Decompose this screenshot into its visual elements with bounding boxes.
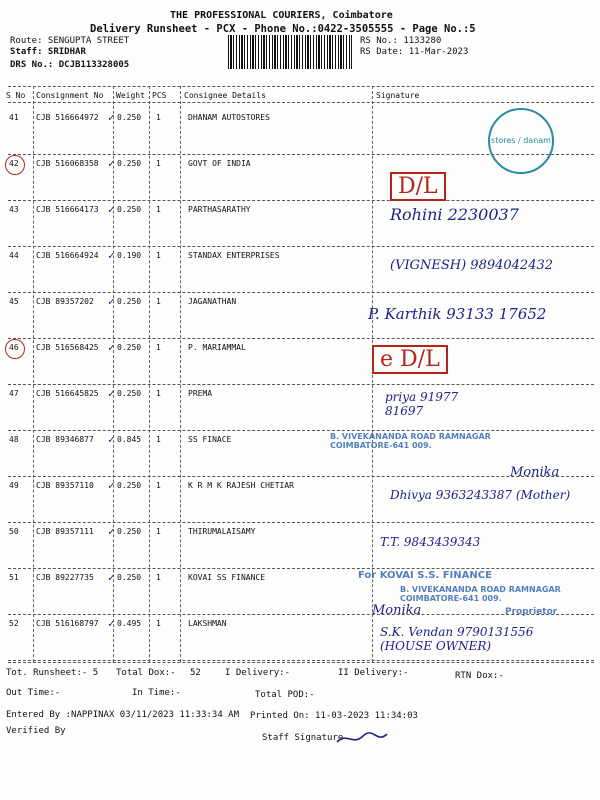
row-consignment: CJB 89227735 bbox=[36, 573, 94, 582]
total-dox-value: 52 bbox=[190, 668, 201, 678]
divider bbox=[8, 86, 594, 87]
circle-mark bbox=[5, 339, 25, 359]
row-consignment: CJB 89357110 bbox=[36, 481, 94, 490]
total-dox-label: Total Dox:- bbox=[116, 668, 176, 678]
row-sno: 51 bbox=[9, 573, 19, 582]
row-consignee: PREMA bbox=[188, 389, 213, 398]
rs-number: RS No.: 1133280 bbox=[360, 36, 442, 46]
handwriting-signature: Monika bbox=[510, 465, 560, 480]
check-icon: ✓ bbox=[108, 341, 115, 354]
runsheet-title: Delivery Runsheet - PCX - Phone No.:0422-3505555 - Page No.:5 bbox=[90, 23, 476, 35]
printed-on: Printed On: 11-03-2023 11:34:03 bbox=[250, 711, 418, 721]
row-consignee: SS FINACE bbox=[188, 435, 232, 444]
row-pcs: 1 bbox=[156, 619, 161, 628]
divider bbox=[8, 568, 594, 569]
row-sno: 49 bbox=[9, 481, 19, 490]
round-stamp: stores / danam bbox=[488, 108, 554, 174]
check-icon: ✓ bbox=[108, 571, 115, 584]
in-time: In Time:- bbox=[132, 688, 181, 698]
company-stamp-title: For KOVAI S.S. FINANCE bbox=[358, 570, 492, 581]
row-weight: 0.250 bbox=[117, 481, 142, 490]
staff-signature: Staff Signature bbox=[262, 733, 344, 743]
table-row bbox=[0, 389, 600, 435]
handwriting-signature: S.K. Vendan 9790131556 (HOUSE OWNER) bbox=[380, 625, 534, 653]
row-pcs: 1 bbox=[156, 343, 161, 352]
handwriting-dl: D/L bbox=[390, 172, 446, 201]
row-weight: 0.250 bbox=[117, 159, 142, 168]
handwriting-signature: (VIGNESH) 9894042432 bbox=[390, 258, 554, 273]
col-weight: Weight bbox=[116, 91, 145, 100]
staff: Staff: SRIDHAR bbox=[10, 47, 86, 57]
divider bbox=[8, 476, 594, 477]
drs-number: DRS No.: DCJB113328005 bbox=[10, 60, 130, 70]
check-icon: ✓ bbox=[108, 111, 115, 124]
col-consignee: Consignee Details bbox=[184, 91, 266, 100]
col-signature: Signature bbox=[376, 91, 420, 100]
row-sno: 48 bbox=[9, 435, 19, 444]
row-pcs: 1 bbox=[156, 527, 161, 536]
row-sno: 50 bbox=[9, 527, 19, 536]
row-weight: 0.495 bbox=[117, 619, 142, 628]
handwriting-signature: Rohini 2230037 bbox=[390, 205, 519, 224]
row-consignment: CJB 89346877 bbox=[36, 435, 94, 444]
barcode bbox=[228, 35, 352, 69]
check-icon: ✓ bbox=[108, 203, 115, 216]
row-pcs: 1 bbox=[156, 435, 161, 444]
check-icon: ✓ bbox=[108, 525, 115, 538]
row-pcs: 1 bbox=[156, 205, 161, 214]
row-pcs: 1 bbox=[156, 159, 161, 168]
divider bbox=[8, 384, 594, 385]
row-pcs: 1 bbox=[156, 113, 161, 122]
row-weight: 0.250 bbox=[117, 389, 142, 398]
row-consignment: CJB 516664972 bbox=[36, 113, 99, 122]
row-weight: 0.250 bbox=[117, 573, 142, 582]
row-weight: 0.250 bbox=[117, 205, 142, 214]
row-sno: 45 bbox=[9, 297, 19, 306]
handwriting-signature: T.T. 9843439343 bbox=[380, 535, 481, 549]
divider bbox=[8, 338, 594, 339]
row-sno: 44 bbox=[9, 251, 19, 260]
rs-date: RS Date: 11-Mar-2023 bbox=[360, 47, 469, 57]
row-consignment: CJB 516664924 bbox=[36, 251, 99, 260]
divider bbox=[8, 102, 594, 103]
row-consignee: GOVT OF INDIA bbox=[188, 159, 251, 168]
handwriting-signature: Monika bbox=[372, 603, 422, 618]
staff-signature-scribble bbox=[335, 728, 390, 750]
row-consignment: CJB 516664173 bbox=[36, 205, 99, 214]
row-sno: 41 bbox=[9, 113, 19, 122]
route: Route: SENGUPTA STREET bbox=[10, 36, 130, 46]
row-pcs: 1 bbox=[156, 481, 161, 490]
row-weight: 0.250 bbox=[117, 343, 142, 352]
verified-by: Verified By bbox=[6, 726, 66, 736]
table-row bbox=[0, 343, 600, 389]
rtn-dox: RTN Dox:- bbox=[455, 671, 504, 681]
ii-delivery: II Delivery:- bbox=[338, 668, 409, 678]
entered-by: Entered By :NAPPINAX 03/11/2023 11:33:34 AM bbox=[6, 710, 239, 720]
i-delivery: I Delivery:- bbox=[225, 668, 291, 678]
row-consignee: JAGANATHAN bbox=[188, 297, 237, 306]
col-pcs: PCS bbox=[152, 91, 167, 100]
check-icon: ✓ bbox=[108, 479, 115, 492]
divider bbox=[8, 430, 594, 431]
row-consignee: LAKSHMAN bbox=[188, 619, 227, 628]
out-time: Out Time:- bbox=[6, 688, 61, 698]
row-weight: 0.250 bbox=[117, 297, 142, 306]
handwriting-dl: e D/L bbox=[372, 345, 448, 374]
row-sno: 43 bbox=[9, 205, 19, 214]
row-sno: 47 bbox=[9, 389, 19, 398]
tot-runsheet: Tot. Runsheet:- 5 bbox=[6, 668, 99, 678]
row-sno: 46 bbox=[9, 343, 19, 352]
row-pcs: 1 bbox=[156, 389, 161, 398]
row-consignment: CJB 89357202 bbox=[36, 297, 94, 306]
row-weight: 0.845 bbox=[117, 435, 142, 444]
col-consignment: Consignment No bbox=[36, 91, 104, 100]
divider bbox=[8, 660, 594, 661]
divider bbox=[8, 292, 594, 293]
row-sno: 52 bbox=[9, 619, 19, 628]
row-consignee: K R M K RAJESH CHETIAR bbox=[188, 481, 294, 490]
row-consignment: CJB 516568425 bbox=[36, 343, 99, 352]
row-consignment: CJB 89357111 bbox=[36, 527, 94, 536]
row-pcs: 1 bbox=[156, 297, 161, 306]
row-pcs: 1 bbox=[156, 251, 161, 260]
row-consignment: CJB 516645825 bbox=[36, 389, 99, 398]
check-icon: ✓ bbox=[108, 433, 115, 446]
circle-mark bbox=[5, 155, 25, 175]
row-consignee: THIRUMALAISAMY bbox=[188, 527, 256, 536]
total-pod: Total POD:- bbox=[255, 690, 315, 700]
divider bbox=[8, 522, 594, 523]
handwriting-signature: priya 91977 81697 bbox=[385, 390, 459, 418]
row-consignee: P. MARIAMMAL bbox=[188, 343, 246, 352]
check-icon: ✓ bbox=[108, 617, 115, 630]
divider bbox=[8, 246, 594, 247]
row-sno: 42 bbox=[9, 159, 19, 168]
handwriting-signature: Dhivya 9363243387 (Mother) bbox=[390, 488, 571, 502]
row-consignee: PARTHASARATHY bbox=[188, 205, 251, 214]
company-stamp: B. VIVEKANANDA ROAD RAMNAGAR COIMBATORE-641 009. bbox=[330, 432, 491, 450]
col-sno: S No bbox=[6, 91, 26, 100]
divider bbox=[8, 662, 594, 663]
check-icon: ✓ bbox=[108, 295, 115, 308]
row-pcs: 1 bbox=[156, 573, 161, 582]
company-name: THE PROFESSIONAL COURIERS, Coimbatore bbox=[170, 10, 393, 21]
row-consignee: DHANAM AUTOSTORES bbox=[188, 113, 270, 122]
row-consignee: KOVAI SS FINANCE bbox=[188, 573, 266, 582]
table-row bbox=[0, 527, 600, 573]
handwriting-signature: P. Karthik 93133 17652 bbox=[368, 305, 547, 323]
company-stamp: B. VIVEKANANDA ROAD RAMNAGAR COIMBATORE-641 009. bbox=[400, 585, 561, 603]
check-icon: ✓ bbox=[108, 249, 115, 262]
row-consignment: CJB 516068358 bbox=[36, 159, 99, 168]
row-weight: 0.250 bbox=[117, 113, 142, 122]
divider bbox=[8, 200, 594, 201]
row-consignment: CJB 516168797 bbox=[36, 619, 99, 628]
check-icon: ✓ bbox=[108, 387, 115, 400]
row-weight: 0.190 bbox=[117, 251, 142, 260]
check-icon: ✓ bbox=[108, 157, 115, 170]
row-consignee: STANDAX ENTERPRISES bbox=[188, 251, 280, 260]
row-weight: 0.250 bbox=[117, 527, 142, 536]
proprietor-label: Proprietor bbox=[505, 607, 558, 617]
